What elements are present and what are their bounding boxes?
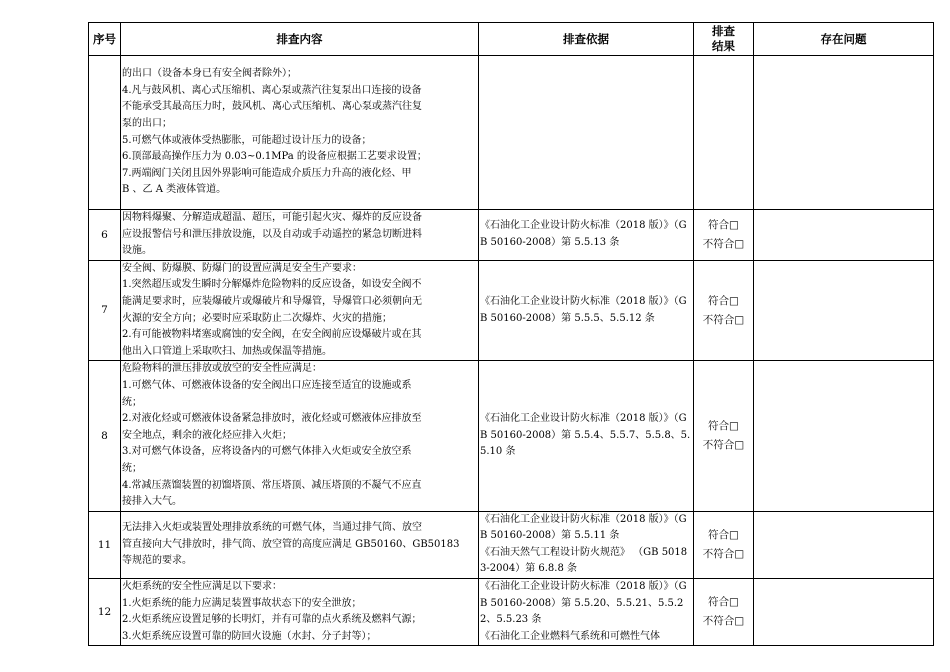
row-result [694,210,754,261]
row-basis [479,361,694,511]
row-issues [754,210,934,261]
row-issues [754,260,934,361]
content-line: 无法排入火炬或装置处理排放系统的可燃气体，当通过排气筒、放空 [122,521,422,533]
table-row [89,511,934,578]
content-line: 2.对液化烃或可燃液体设备紧急排放时，液化烃或可燃液体应排放至 [122,413,422,425]
row-content [121,511,479,578]
row-number: 7 [89,260,121,361]
row-content [121,579,479,646]
row-result [694,56,754,210]
header-no: 序号 [89,23,121,56]
row-number: 6 [89,210,121,261]
result-pass: 符合□ [708,528,739,541]
row-result [694,260,754,361]
content-line: 安全地点，剩余的液化烃应排入火炬； [122,429,292,441]
content-line: 火源的安全方向；必要时应采取防止二次爆炸、火灾的措施； [122,312,392,324]
result-pass: 符合□ [708,596,739,609]
content-line: 2.火炬系统应设置足够的长明灯，并有可靠的点火系统及燃料气源； [122,614,422,626]
content-line: 接排入大气。 [122,496,182,508]
basis-text: 《石油化工企业燃料气系统和可燃性气体 [480,630,660,642]
row-result [694,579,754,646]
table-row [89,210,934,261]
row-number: 12 [89,579,121,646]
table-row [89,56,934,210]
content-line: 泵的出口； [122,117,172,129]
row-number: 8 [89,361,121,511]
content-line: 统； [122,396,142,408]
header-result-line2: 结果 [712,39,735,53]
content-line: 不能承受其最高压力时，鼓风机、离心式压缩机、离心泵或蒸汽往复 [122,101,422,113]
row-number: 11 [89,511,121,578]
row-basis [479,511,694,578]
content-line: 的出口（设备本身已有安全阀者除外）； [122,68,297,80]
result-fail: 不符合□ [702,547,745,560]
header-issues: 存在问题 [754,23,934,56]
basis-text: 《石油化工企业设计防火标准（2018 版）》（GB 50160-2008）第 5.5.13 条 [480,220,687,248]
content-line: 统； [122,462,142,474]
row-issues [754,511,934,578]
table-row [89,361,934,511]
content-line: 他出入口管道上采取吹扫、加热或保温等措施。 [122,345,332,357]
header-basis: 排查依据 [479,23,694,56]
header-result-line1: 排查 [712,24,735,38]
content-line: 安全阀、防爆膜、防爆门的设置应满足安全生产要求： [122,262,362,274]
content-line: 1.可燃气体、可燃液体设备的安全阀出口应连接至适宜的设施或系 [122,379,412,391]
content-line: 6.顶部最高操作压力为 0.03~0.1MPa 的设备应根据工艺要求设置； [122,151,427,163]
content-line: B 、乙 A 类液体管道。 [122,184,227,196]
result-pass: 符合□ [708,218,739,231]
content-line: 1.火炬系统的能力应满足装置事故状态下的安全泄放； [122,597,362,609]
row-number [89,56,121,210]
basis-text: 《石油化工企业设计防火标准（2018 版）》（GB 50160-2008）第 5.5.5、5.5.12 条 [480,295,687,324]
content-line: 4.凡与鼓风机、离心式压缩机、离心泵或蒸汽往复泵出口连接的设备 [122,84,422,96]
content-line: 3.火炬系统应设置可靠的防回火设施（水封、分子封等）； [122,630,377,642]
result-fail: 不符合□ [702,313,745,326]
row-content [121,56,479,210]
content-line: 火炬系统的安全性应满足以下要求： [122,581,282,593]
row-content [121,361,479,511]
row-issues [754,56,934,210]
result-pass: 符合□ [708,294,739,307]
row-basis [479,579,694,646]
content-line: 4.常减压蒸馏装置的初馏塔顶、常压塔顶、减压塔顶的不凝气不应直 [122,479,422,491]
row-content [121,260,479,361]
basis-text: 《石油化工企业设计防火标准（2018 版）》（GB 50160-2008）第 5.5.4、5.5.7、5.5.8、5.5.10 条 [480,413,691,458]
basis-text: 《石油天然气工程设计防火规范》 （GB 50183-2004）第 6.8.8 条 [480,546,688,575]
inspection-table [88,22,934,646]
header-result [694,23,754,56]
row-content [121,210,479,261]
row-issues [754,361,934,511]
table-row [89,260,934,361]
content-line: 1.突然超压或发生瞬时分解爆炸危险物料的反应设备，如设安全阀不 [122,279,422,291]
content-line: 因物料爆聚、分解造成超温、超压，可能引起火灾、爆炸的反应设备 [122,212,422,223]
basis-text: 《石油化工企业设计防火标准（2018 版）》（GB 50160-2008）第 5.5.11 条 [480,513,687,542]
result-fail: 不符合□ [702,615,745,628]
content-line: 管直接向大气排放时，排气筒、放空管的高度应满足 GB50160、GB50183 [122,538,460,550]
content-line: 5.可燃气体或液体受热膨胀，可能超过设计压力的设备； [122,134,372,146]
row-issues [754,579,934,646]
row-basis [479,56,694,210]
basis-text: 《石油化工企业设计防火标准（2018 版）》（GB 50160-2008）第 5.5.20、5.5.21、5.5.22、5.5.23 条 [480,581,687,626]
header-content: 排查内容 [121,23,479,56]
row-result [694,361,754,511]
content-line: 2.有可能被物料堵塞或腐蚀的安全阀，在安全阀前应设爆破片或在其 [122,329,422,341]
row-basis [479,260,694,361]
table-row [89,579,934,646]
content-line: 危险物料的泄压排放或放空的安全性应满足： [122,363,322,375]
table-header-row [89,23,934,56]
content-line: 3.对可燃气体设备，应将设备内的可燃气体排入火炬或安全放空系 [122,446,412,458]
content-line: 7.两端阀门关闭且因外界影响可能造成介质压力升高的液化烃、甲 [122,167,412,179]
content-line: 能满足要求时，应装爆破片或爆破片和导爆管，导爆管口必须朝向无 [122,295,422,307]
row-basis [479,210,694,261]
result-fail: 不符合□ [702,237,745,250]
result-pass: 符合□ [708,420,739,433]
result-fail: 不符合□ [702,439,745,452]
content-line: 应设报警信号和泄压排放设施，以及自动或手动遥控的紧急切断进料 [122,228,422,240]
row-result [694,511,754,578]
content-line: 设施。 [122,245,152,257]
content-line: 等规范的要求。 [122,555,192,567]
